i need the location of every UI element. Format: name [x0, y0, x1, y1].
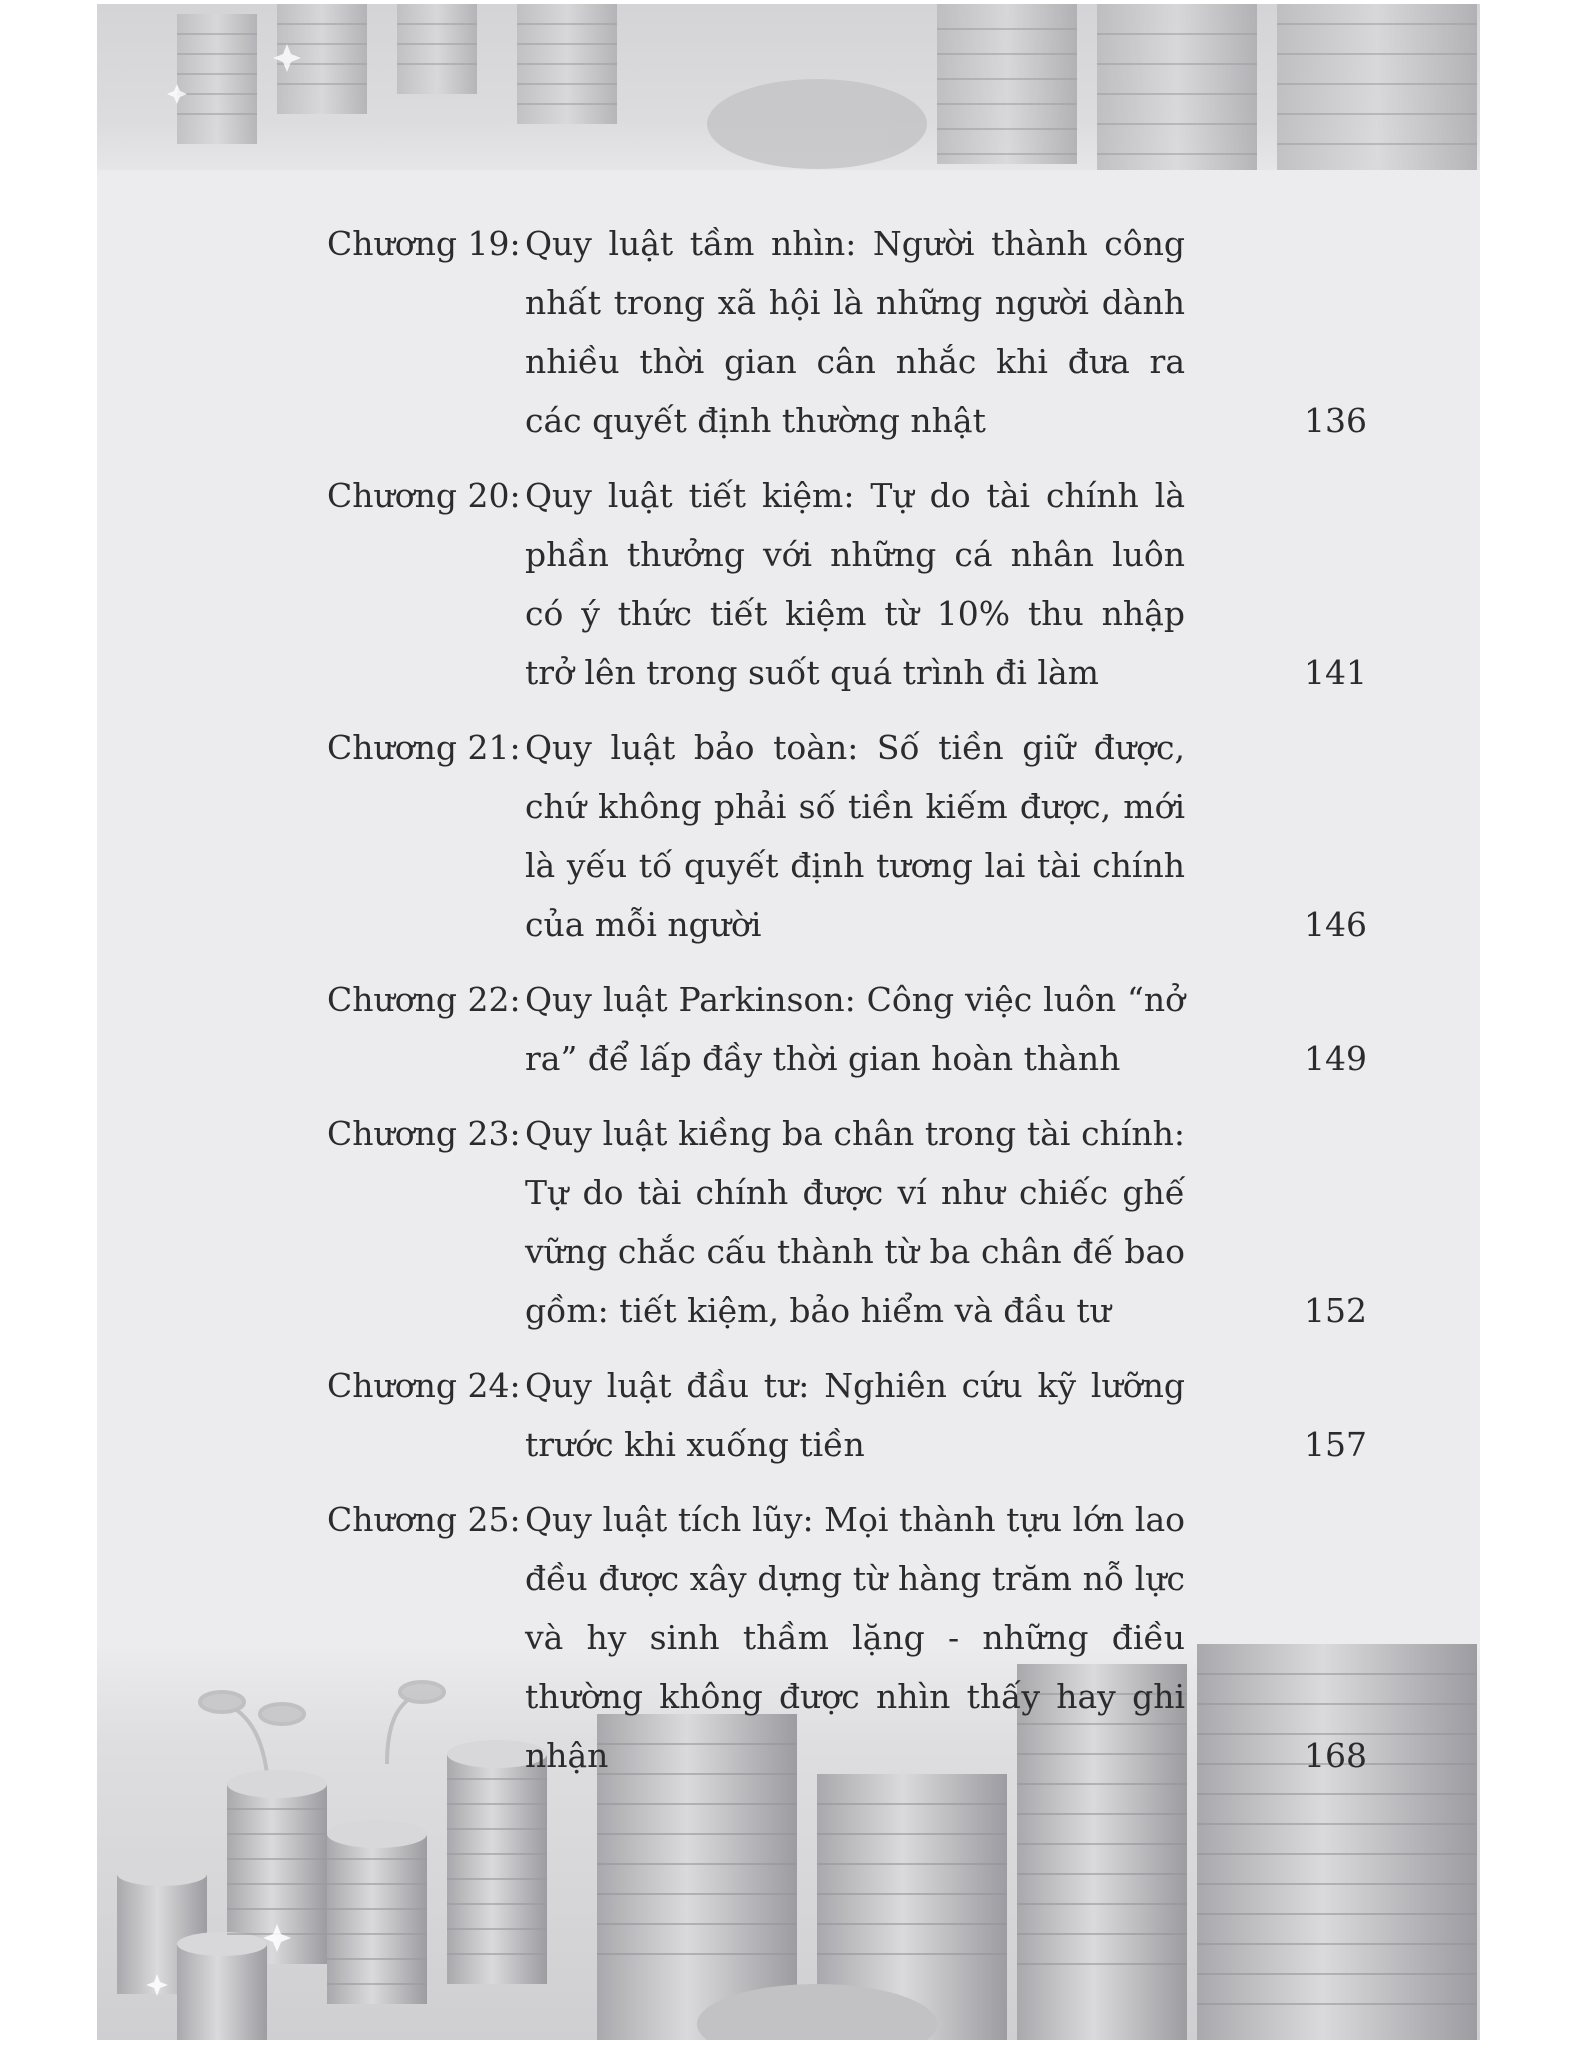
toc-entry-20[interactable] — [327, 466, 1367, 702]
chapter-title: Quy luật kiềng ba chân trong tài chính: Tự do tài chính được ví như chiếc ghế vững chắc cấu thành từ ba chân đế bao gồm: tiết kiệm, bảo hiểm và đầu tư — [525, 1114, 1185, 1330]
toc-entry-19[interactable] — [327, 214, 1367, 450]
chapter-title: Quy luật Parkinson: Công việc luôn “nở ra” để lấp đầy thời gian hoàn thành — [525, 980, 1185, 1078]
chapter-title: Quy luật tầm nhìn: Người thành công nhất trong xã hội là những người dành nhiều thời gian cân nhắc khi đưa ra các quyết định thường nhật — [525, 224, 1185, 440]
chapter-title: Quy luật bảo toàn: Số tiền giữ được, chứ không phải số tiền kiếm được, mới là yếu tố quyết định tương lai tài chính của mỗi người — [525, 728, 1185, 944]
toc-entry-23[interactable] — [327, 1104, 1367, 1340]
page-number: 168 — [1304, 1736, 1367, 1775]
toc-entry-22[interactable] — [327, 970, 1367, 1088]
page-number: 136 — [1304, 401, 1367, 440]
chapter-label: Chương 20: — [327, 476, 521, 515]
page-number: 146 — [1304, 905, 1367, 944]
chapter-label: Chương 19: — [327, 224, 521, 263]
page-number: 152 — [1304, 1291, 1367, 1330]
toc-entry-25[interactable] — [327, 1490, 1367, 1785]
page-number: 157 — [1304, 1425, 1367, 1464]
chapter-label: Chương 22: — [327, 980, 521, 1019]
chapter-title: Quy luật đầu tư: Nghiên cứu kỹ lưỡng trước khi xuống tiền — [525, 1366, 1185, 1464]
chapter-label: Chương 24: — [327, 1366, 521, 1405]
book-page — [97, 4, 1480, 2040]
chapter-title: Quy luật tích lũy: Mọi thành tựu lớn lao đều được xây dựng từ hàng trăm nỗ lực và hy sinh thầm lặng - những điều thường không được nhìn thấy hay ghi nhận — [525, 1500, 1185, 1775]
table-of-contents — [327, 214, 1367, 1801]
coin-stacks-header-image — [97, 4, 1480, 170]
chapter-label: Chương 23: — [327, 1114, 521, 1153]
toc-entry-21[interactable] — [327, 718, 1367, 954]
chapter-label: Chương 25: — [327, 1500, 521, 1539]
toc-entry-24[interactable] — [327, 1356, 1367, 1474]
chapter-title: Quy luật tiết kiệm: Tự do tài chính là phần thưởng với những cá nhân luôn có ý thức tiết kiệm từ 10% thu nhập trở lên trong suốt quá trình đi làm — [525, 476, 1185, 692]
chapter-label: Chương 21: — [327, 728, 521, 767]
page-number: 149 — [1304, 1039, 1367, 1078]
page-number: 141 — [1304, 653, 1367, 692]
